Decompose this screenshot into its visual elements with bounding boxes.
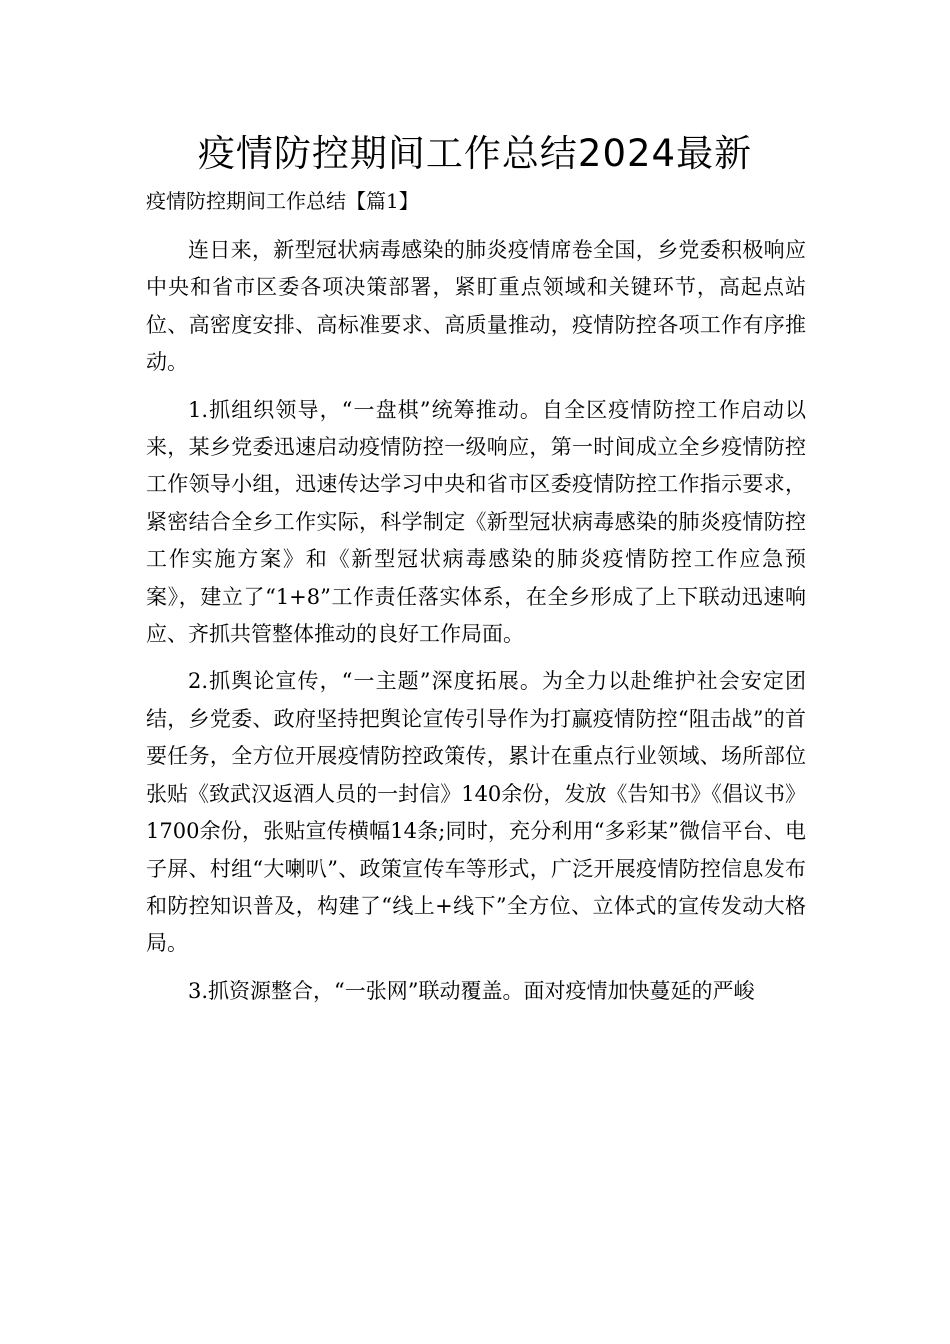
paragraph-resources: 3.抓资源整合，“一张网”联动覆盖。面对疫情加快蔓延的严峻 <box>188 978 755 1003</box>
document-body <box>146 232 806 1020</box>
paragraph-intro: 连日来，新型冠状病毒感染的肺炎疫情席卷全国，乡党委积极响应中央和省市区委各项决策部署，紧盯重点领域和关键环节，高起点站位、高密度安排、高标准要求、高质量推动，疫情防控各项工作有序推动。 <box>146 238 806 375</box>
document-title: 疫情防控期间工作总结2024最新 <box>197 132 753 175</box>
paragraph-publicity: 2.抓舆论宣传，“一主题”深度拓展。为全力以赴维护社会安定团结，乡党委、政府坚持把舆论宣传引导作为打赢疫情防控“阻击战”的首要任务，全方位开展疫情防控政策传，累计在重点行业领域、场所部位张贴《致武汉返酒人员的一封信》140余份，发放《告知书》《倡议书》1700余份，张贴宣传横幅14条;同时，充分利用“多彩某”微信平台、电子屏、村组“大喇叭”、政策宣传车等形式，广泛开展疫情防控信息发布和防控知识普及，构建了“线上+线下”全方位、立体式的宣传发动大格局。 <box>146 669 806 956</box>
document-subtitle: 疫情防控期间工作总结【篇1】 <box>146 189 419 213</box>
paragraph-organization: 1.抓组织领导，“一盘棋”统筹推动。自全区疫情防控工作启动以来，某乡党委迅速启动疫情防控一级响应，第一时间成立全乡疫情防控工作领导小组，迅速传达学习中央和省市区委疫情防控工作指示要求，紧密结合全乡工作实际，科学制定《新型冠状病毒感染的肺炎疫情防控工作实施方案》和《新型冠状病毒感染的肺炎疫情防控工作应急预案》，建立了“1+8”工作责任落实体系，在全乡形成了上下联动迅速响应、齐抓共管整体推动的良好工作局面。 <box>146 397 806 647</box>
